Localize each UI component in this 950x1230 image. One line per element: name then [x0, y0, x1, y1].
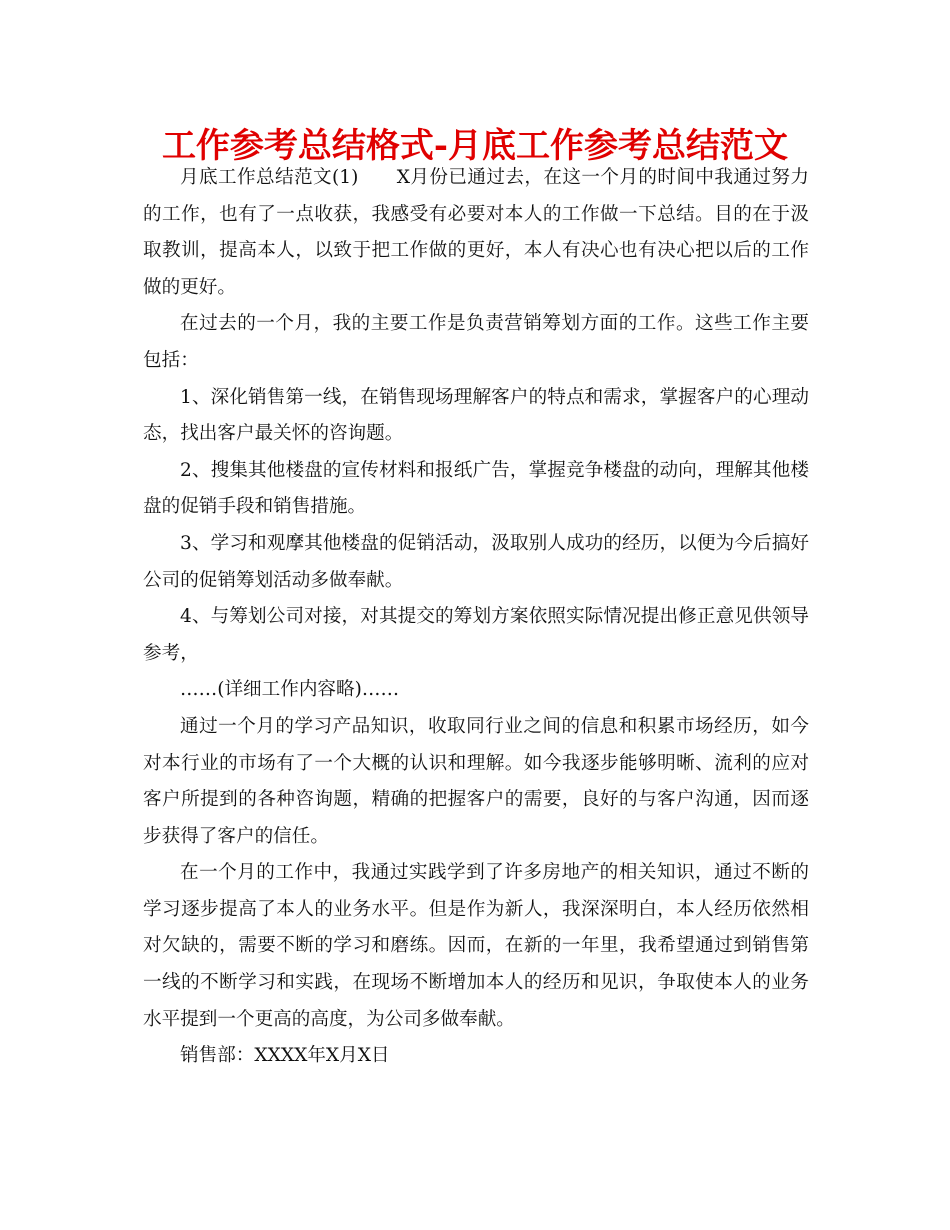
paragraph-signature: 销售部：XXXX年X月X日	[180, 1045, 390, 1067]
paragraph-item-4: 4、与筹划公司对接，对其提交的筹划方案依照实际情况提出修正意见供领导参考，	[143, 606, 809, 664]
paragraph-learning: 通过一个月的学习产品知识，收取同行业之间的信息和积累市场经历，如今对本行业的市场有了一个大概的认识和理解。如今我逐步能够明晰、流利的应对客户所提到的各种咨询题，精确的把握客户的需要，良好的与客户沟通，因而逐步获得了客户的信任。	[143, 715, 809, 847]
paragraph-item-1: 1、深化销售第一线，在销售现场理解客户的特点和需求，掌握客户的心理动态，找出客户最关怀的咨询题。	[143, 386, 809, 445]
paragraph-item-3: 3、学习和观摩其他楼盘的促销活动，汲取别人成功的经历，以便为今后搞好公司的促销筹划活动多做奉献。	[143, 532, 809, 591]
paragraph-reflection: 在一个月的工作中，我通过实践学到了许多房地产的相关知识，通过不断的学习逐步提高了本人的业务水平。但是作为新人，我深深明白，本人经历依然相对欠缺的，需要不断的学习和磨练。因而，在新的一年里，我希望通过到销售第一线的不断学习和实践，在现场不断增加本人的经历和见识，争取使本人的业务水平提到一个更高的高度，为公司多做奉献。	[143, 862, 809, 1030]
document-title: 工作参考总结格式-月底工作参考总结范文	[161, 126, 789, 166]
paragraph-intro: 月底工作总结范文(1) X月份已通过去，在这一个月的时间中我通过努力的工作，也有了一点收获，我感受有必要对本人的工作做一下总结。目的在于汲取教训，提高本人，以致于把工作做的更好，本人有决心也有决心把以后的工作做的更好。	[143, 167, 809, 298]
paragraph-omitted: ……(详细工作内容略)……	[180, 679, 400, 701]
paragraph-item-2: 2、搜集其他楼盘的宣传材料和报纸广告，掌握竞争楼盘的动向，理解其他楼盘的促销手段和销售措施。	[143, 459, 809, 518]
document-body	[143, 160, 809, 1075]
paragraph-overview: 在过去的一个月，我的主要工作是负责营销筹划方面的工作。这些工作主要包括：	[143, 313, 809, 371]
